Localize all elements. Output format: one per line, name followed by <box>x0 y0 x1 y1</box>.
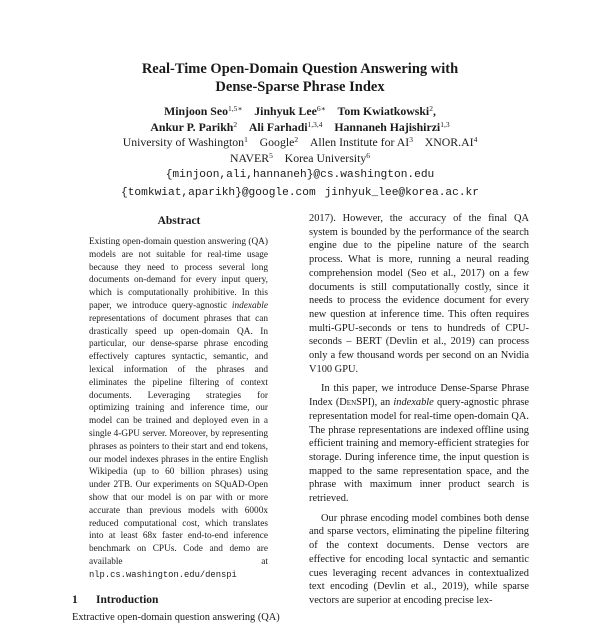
para2-emphasis: indexable <box>393 397 434 409</box>
affiliation-sup: 1 <box>244 135 248 145</box>
para2-part-c: query-agnostic phrase representation model for real-time open-domain QA. The phrase representations are indexed offline using efficient training and memory-efficient strategies for storage. During inference time, the input question is mapped to the same representation space, and the phrase with maximum inner product search is retrieved. <box>309 397 529 505</box>
author-sup: 1,3,4 <box>307 119 323 129</box>
affiliation: XNOR.AI <box>424 135 474 150</box>
abstract-part-2: representations of document phrases that can drastically speed up open-domain QA. In particular, our dense-sparse phrase encoding effectively captures syntactic, semantic, and lexical information of the phrases and eliminates the pipeline filtering of context documents. Leveraging strategies for optimizing training and inference time, our model can be trained and deployed even in a single 4-GPU server. Moreover, by representing phrases as pointers to their start and end tokens, our model indexes phrases in the entire English Wikipedia (up to 60 billion phrases) using under 2TB. Our experiments on SQuAD-Open show that our model is on par with or more accurate than previous models with 6000x reduced computational cost, which translates into at least 68x faster end-to-end inference benchmark on CPUs. Code and demo are available at <box>89 313 268 567</box>
email-line-1 <box>0 166 600 184</box>
abstract-text <box>89 236 268 582</box>
email-line-2 <box>0 184 600 202</box>
left-column <box>72 215 286 624</box>
affiliation-sup: 4 <box>473 135 478 145</box>
affiliation-line-2 <box>0 151 600 167</box>
affiliation: Google <box>259 135 295 150</box>
para2-part-b: SPI), an <box>356 397 391 409</box>
affiliation-sup: 3 <box>409 135 413 145</box>
abstract-heading: Abstract <box>157 215 201 227</box>
affiliation-sup: 2 <box>294 135 299 145</box>
author-sup: 1,3 <box>440 119 450 129</box>
author-sup: 2 <box>429 104 433 113</box>
section-title: Introduction <box>96 593 159 606</box>
author-name: Hannaneh Hajishirzi <box>334 119 441 134</box>
author-name: Ankur P. Parikh <box>150 119 234 134</box>
affiliation-sup: 5 <box>269 150 273 160</box>
para2-part-a: In this paper, we introduce Dense-Sparse Phrase Index (D <box>309 383 529 409</box>
author-name: Tom Kwiatkowski <box>337 104 430 118</box>
paper-title <box>0 60 600 96</box>
right-column <box>309 212 529 608</box>
affiliation: University of Washington <box>122 135 245 150</box>
author-sup: 2 <box>233 119 238 129</box>
title-line-1: Real-Time Open-Domain Question Answering with <box>141 61 459 77</box>
body-paragraph-3: Our phrase encoding model combines both dense and sparse vectors, eliminating the pipeline filtering of the context documents. Dense vectors are effective for encoding local syntactic and semantic cues leveraging recent advances in contextualized text encoding (Devlin et al., 2019), while sparse vectors are superior at encoding precise lex- <box>309 512 529 606</box>
body-paragraph-1: 2017). However, the accuracy of the final QA system is bounded by the performance of the search engine due to the pipeline nature of the search process. What is more, running a neural reading comprehension model (Seo et al., 2017) on a few documents is still computationally costly, since it needs to process the evidence document for every new question at inference time. This often requires multi-GPU-seconds or tens to hundreds of CPU-seconds – BERT (Devlin et al., 2019) can process only a few thousand words per second on an Nvidia V100 GPU. <box>309 213 529 375</box>
para2-smallcaps: en <box>346 397 357 409</box>
author-block <box>0 104 600 202</box>
affiliation: Allen Institute for AI <box>309 135 410 150</box>
author-name: Ali Farhadi <box>248 119 308 134</box>
affiliation: NAVER <box>230 150 270 165</box>
author-name: Minjoon Seo <box>164 104 228 118</box>
author-sup: 1,5∗ <box>227 104 243 113</box>
section-number: 1 <box>72 593 78 606</box>
affiliation-sup: 6 <box>366 150 370 160</box>
author-line-1: Minjoon Seo$^{1,5∗}$ Jinhyuk Lee$^{6∗}$ Tom Kwiatkowski$^2$, <box>164 104 436 118</box>
affiliation: Korea University <box>284 150 367 165</box>
body-paragraph-2 <box>309 382 529 505</box>
abstract-url-link[interactable]: nlp.cs.washington.edu/denspi <box>89 569 237 580</box>
title-line-2: Dense-Sparse Phrase Index <box>215 79 385 95</box>
author-name: Jinhyuk Lee <box>254 104 317 118</box>
email: {tomkwiat,aparikh}@google.com <box>121 186 316 199</box>
affiliation-line-1 <box>0 135 600 151</box>
author-line-2 <box>0 120 600 136</box>
abstract-emphasis: indexable <box>231 300 268 311</box>
author-sup: 6∗ <box>316 104 326 113</box>
abstract-part-1: Existing open-domain question answering (QA) models are not suitable for real-time usage because they need to process several long documents on-demand for every input query, which is computationally prohibitive. In this paper, we introduce query-agnostic <box>89 237 268 311</box>
email: {minjoon,ali,hannaneh}@cs.washington.edu <box>165 169 435 182</box>
intro-paragraph: Extractive open-domain question answering (QA) <box>72 611 280 623</box>
email: jinhyuk_lee@korea.ac.kr <box>324 186 479 199</box>
